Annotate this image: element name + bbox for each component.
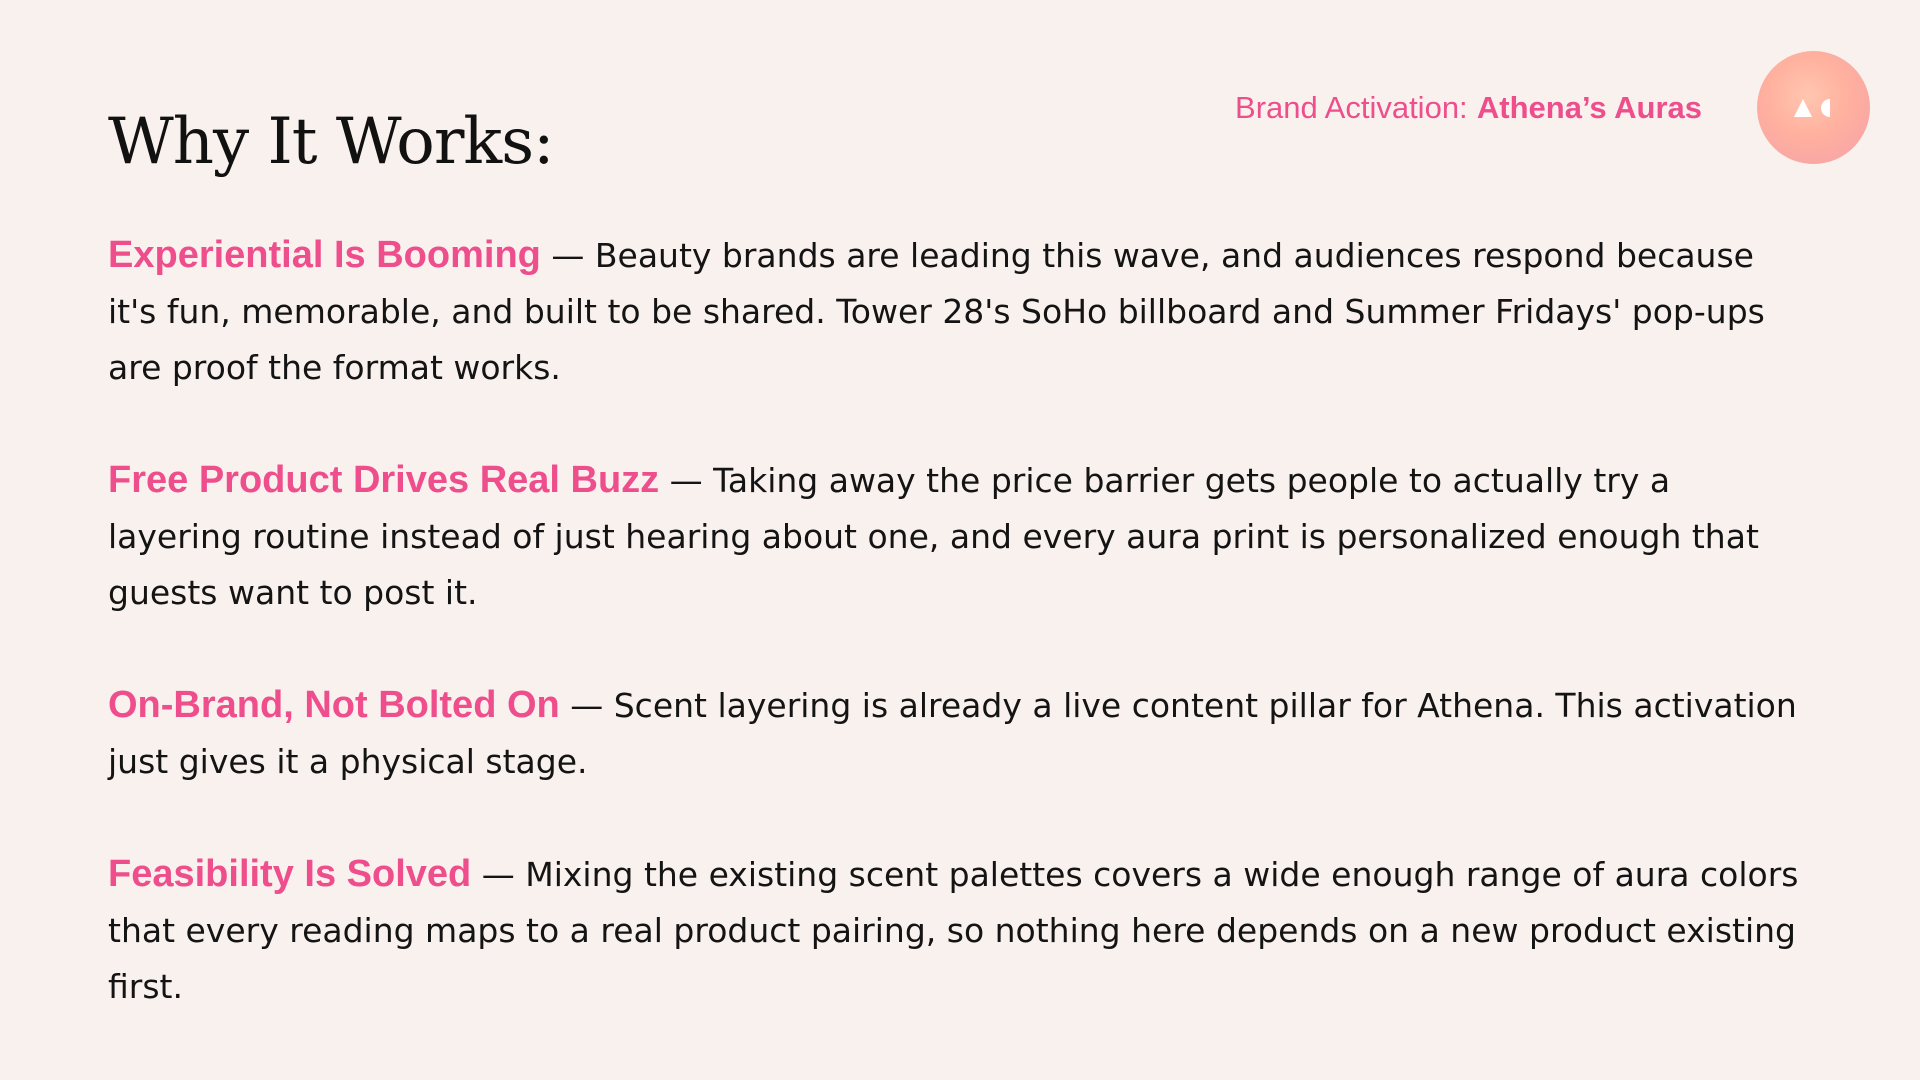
reason-body: Taking away the price barrier gets people to actually try a layering routine instead of just hearing about one, and every aura print is personalized enough that guests want to post it. — [108, 461, 1759, 612]
reason-separator: — — [481, 855, 515, 894]
reason-body: Scent layering is already a live content pillar for Athena. This activation just gives it a physical stage. — [108, 686, 1797, 781]
reason-heading: Free Product Drives Real Buzz — [108, 459, 660, 501]
brand-name: Athena’s Auras — [1476, 90, 1702, 125]
reason-heading: Experiential Is Booming — [108, 234, 541, 276]
reason-separator: — — [551, 236, 585, 275]
reason-heading: On-Brand, Not Bolted On — [108, 684, 560, 726]
reason-item — [108, 227, 1808, 396]
reason-separator: — — [570, 686, 604, 725]
page-title: Why It Works: — [108, 105, 554, 179]
reason-separator: — — [669, 461, 703, 500]
reason-body: Mixing the existing scent palettes covers a wide enough range of aura colors that every reading maps to a real product pairing, so nothing here depends on a new product existing first. — [108, 855, 1799, 1006]
reason-heading: Feasibility Is Solved — [108, 853, 472, 895]
reasons-list — [108, 227, 1808, 1015]
brand-activation-label — [1235, 88, 1702, 128]
logo — [1757, 51, 1870, 164]
reason-item — [108, 452, 1808, 621]
reason-item — [108, 677, 1808, 790]
reason-item — [108, 846, 1808, 1015]
brand-activation-prefix: Brand Activation: — [1235, 90, 1468, 125]
ac-monogram-icon — [1794, 97, 1834, 119]
reason-body: Beauty brands are leading this wave, and audiences respond because it's fun, memorable, and built to be shared. Tower 28's SoHo billboard and Summer Fridays' pop-ups are proof the format works. — [108, 236, 1765, 387]
